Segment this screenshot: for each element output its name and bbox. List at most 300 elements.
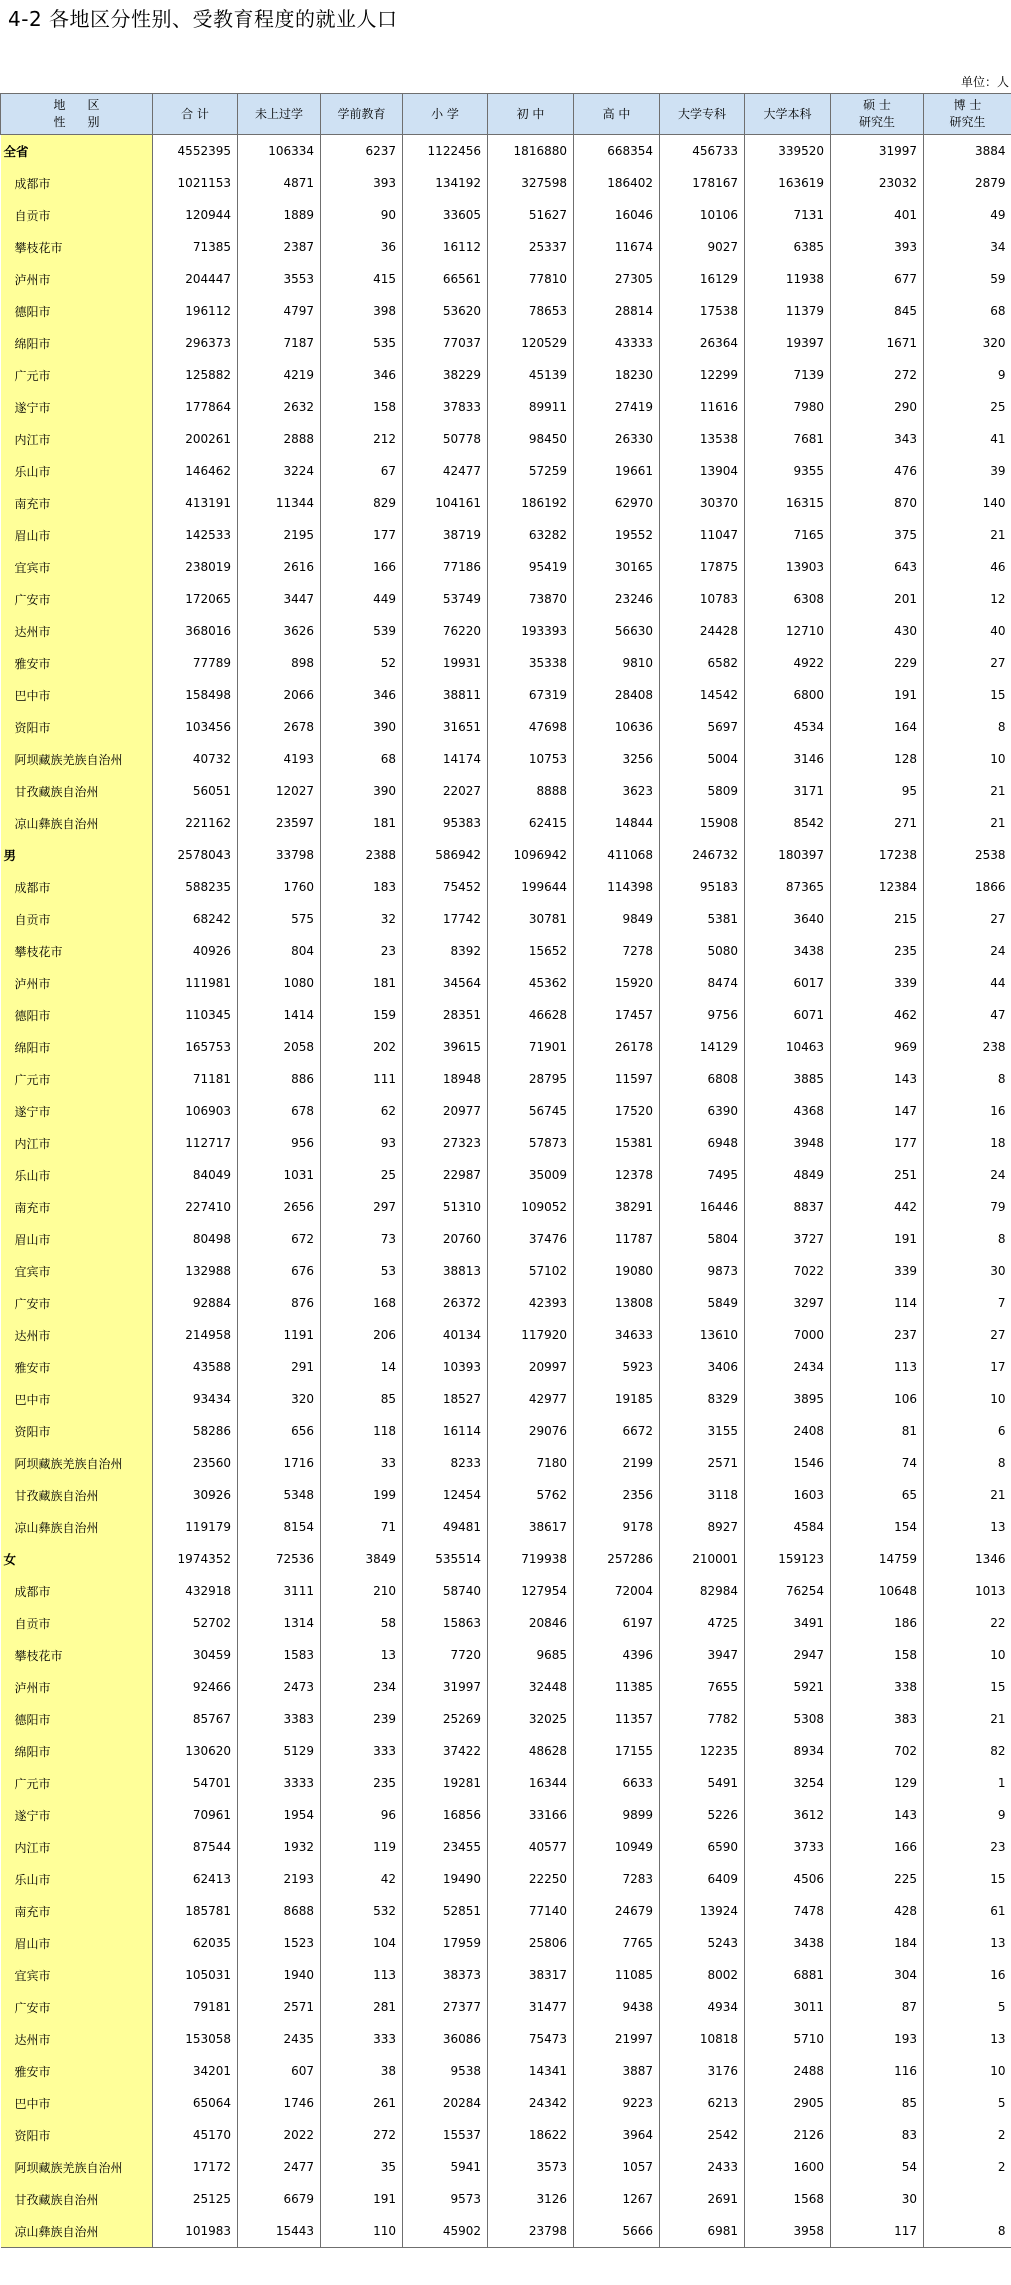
value-cell: 62413 — [153, 1863, 238, 1895]
value-cell: 4534 — [745, 711, 831, 743]
value-cell: 202 — [321, 1031, 403, 1063]
value-cell: 12 — [990, 592, 1006, 606]
value-cell: 72004 — [574, 1575, 660, 1607]
value-cell: 36086 — [403, 2023, 488, 2055]
value-cell: 8233 — [403, 1447, 488, 1479]
region-name-cell: 宜宾市 — [1, 1255, 153, 1287]
value-cell: 164 — [831, 711, 924, 743]
value-cell: 4849 — [745, 1159, 831, 1191]
table-row — [1, 1607, 1011, 1639]
value-cell: 68 — [990, 304, 1006, 318]
value-cell: 2 — [997, 2128, 1006, 2142]
table-row — [1, 999, 1011, 1031]
value-cell: 17959 — [403, 1927, 488, 1959]
value-cell: 85767 — [153, 1703, 238, 1735]
value-cell: 11938 — [745, 263, 831, 295]
table-row — [1, 263, 1011, 295]
region-name-cell: 甘孜藏族自治州 — [1, 2183, 153, 2215]
value-cell: 41 — [990, 432, 1006, 446]
value-cell: 5308 — [745, 1703, 831, 1735]
value-cell: 6308 — [745, 583, 831, 615]
value-cell: 3887 — [574, 2055, 660, 2087]
value-cell: 163619 — [745, 167, 831, 199]
value-cell: 1191 — [238, 1319, 321, 1351]
region-name-cell: 内江市 — [1, 423, 153, 455]
value-cell: 17172 — [153, 2151, 238, 2183]
header-region-line: 性别 — [53, 115, 122, 129]
value-cell: 1013 — [974, 1584, 1006, 1598]
value-cell: 110345 — [153, 999, 238, 1031]
value-cell: 9573 — [403, 2183, 488, 2215]
value-cell: 26330 — [574, 423, 660, 455]
region-name-cell: 雅安市 — [1, 647, 153, 679]
table-row — [1, 359, 1011, 391]
value-cell: 1940 — [238, 1959, 321, 1991]
region-name-cell: 乐山市 — [1, 455, 153, 487]
value-cell: 186 — [831, 1607, 924, 1639]
value-cell: 31477 — [488, 1991, 574, 2023]
value-cell: 17875 — [660, 551, 745, 583]
header-col-line: 大学本科 — [763, 106, 812, 121]
value-cell: 181 — [321, 807, 403, 839]
value-cell: 38291 — [574, 1191, 660, 1223]
value-cell: 3849 — [321, 1543, 403, 1575]
value-cell: 9899 — [574, 1799, 660, 1831]
value-cell: 18622 — [488, 2119, 574, 2151]
value-cell: 10 — [990, 752, 1006, 766]
region-name-cell: 德阳市 — [1, 999, 153, 1031]
value-cell: 40732 — [153, 743, 238, 775]
value-cell: 1600 — [745, 2151, 831, 2183]
value-cell: 127954 — [488, 1575, 574, 1607]
value-cell: 185781 — [153, 1895, 238, 1927]
value-cell: 5129 — [238, 1735, 321, 1767]
value-cell: 10106 — [660, 199, 745, 231]
section-row — [1, 839, 1011, 871]
table-row — [1, 1767, 1011, 1799]
value-cell: 6881 — [745, 1959, 831, 1991]
table-row — [1, 1831, 1011, 1863]
table-row — [1, 1799, 1011, 1831]
value-cell: 17 — [990, 1360, 1006, 1374]
value-cell: 62415 — [488, 807, 574, 839]
header-col — [153, 94, 238, 135]
value-cell: 5804 — [660, 1223, 745, 1255]
value-cell: 37476 — [488, 1223, 574, 1255]
value-cell: 31651 — [403, 711, 488, 743]
value-cell: 80498 — [153, 1223, 238, 1255]
value-cell: 95383 — [403, 807, 488, 839]
value-cell: 6633 — [574, 1767, 660, 1799]
value-cell: 143 — [831, 1063, 924, 1095]
value-cell: 6672 — [574, 1415, 660, 1447]
value-cell: 4368 — [745, 1095, 831, 1127]
table-row — [1, 2087, 1011, 2119]
table-row — [1, 1703, 1011, 1735]
region-name-cell: 成都市 — [1, 871, 153, 903]
value-cell: 2571 — [660, 1447, 745, 1479]
value-cell: 291 — [238, 1351, 321, 1383]
region-name-cell: 男 — [1, 839, 153, 871]
value-cell: 38229 — [403, 359, 488, 391]
table-row — [1, 679, 1011, 711]
value-cell: 11344 — [238, 487, 321, 519]
value-cell: 229 — [831, 647, 924, 679]
value-cell: 140 — [982, 496, 1006, 510]
region-name-cell: 眉山市 — [1, 519, 153, 551]
value-cell: 186402 — [574, 167, 660, 199]
value-cell: 11047 — [660, 519, 745, 551]
value-cell: 37422 — [403, 1735, 488, 1767]
header-col-line: 未上过学 — [254, 106, 303, 121]
value-cell: 304 — [831, 1959, 924, 1991]
value-cell: 339 — [831, 967, 924, 999]
value-cell: 10818 — [660, 2023, 745, 2055]
header-col-line: 大学专科 — [677, 106, 726, 121]
value-cell: 804 — [238, 935, 321, 967]
value-cell: 11787 — [574, 1223, 660, 1255]
value-cell: 89911 — [488, 391, 574, 423]
value-cell: 1080 — [238, 967, 321, 999]
value-cell: 90 — [321, 199, 403, 231]
value-cell: 104 — [321, 1927, 403, 1959]
value-cell: 5 — [997, 2096, 1006, 2110]
value-cell: 23560 — [153, 1447, 238, 1479]
value-cell: 10648 — [831, 1575, 924, 1607]
region-name-cell: 攀枝花市 — [1, 935, 153, 967]
value-cell: 104161 — [403, 487, 488, 519]
value-cell: 77810 — [488, 263, 574, 295]
value-cell: 71 — [321, 1511, 403, 1543]
table-row — [1, 615, 1011, 647]
value-cell: 103456 — [153, 711, 238, 743]
value-cell: 2058 — [238, 1031, 321, 1063]
value-cell: 238019 — [153, 551, 238, 583]
value-cell: 65 — [831, 1479, 924, 1511]
value-cell: 51310 — [403, 1191, 488, 1223]
value-cell: 10783 — [660, 583, 745, 615]
value-cell: 85 — [831, 2087, 924, 2119]
value-cell: 876 — [238, 1287, 321, 1319]
value-cell: 1816880 — [488, 135, 574, 168]
value-cell: 23597 — [238, 807, 321, 839]
region-name-cell: 内江市 — [1, 1127, 153, 1159]
value-cell: 8542 — [745, 807, 831, 839]
value-cell: 5348 — [238, 1479, 321, 1511]
value-cell: 23246 — [574, 583, 660, 615]
value-cell: 16446 — [660, 1191, 745, 1223]
value-cell: 677 — [831, 263, 924, 295]
value-cell: 368016 — [153, 615, 238, 647]
value-cell: 204447 — [153, 263, 238, 295]
value-cell: 143 — [831, 1799, 924, 1831]
region-name-cell: 资阳市 — [1, 711, 153, 743]
value-cell: 62035 — [153, 1927, 238, 1959]
value-cell: 87544 — [153, 1831, 238, 1863]
value-cell: 12378 — [574, 1159, 660, 1191]
value-cell: 43333 — [574, 327, 660, 359]
value-cell: 117 — [831, 2215, 924, 2248]
value-cell: 8934 — [745, 1735, 831, 1767]
value-cell: 2 — [997, 2160, 1006, 2174]
table-row — [1, 199, 1011, 231]
value-cell: 6590 — [660, 1831, 745, 1863]
value-cell: 181 — [321, 967, 403, 999]
value-cell: 3333 — [238, 1767, 321, 1799]
value-cell: 886 — [238, 1063, 321, 1095]
value-cell: 5 — [997, 2000, 1006, 2014]
value-cell: 58 — [321, 1607, 403, 1639]
value-cell: 225 — [831, 1863, 924, 1895]
region-name-cell: 德阳市 — [1, 295, 153, 327]
value-cell: 25337 — [488, 231, 574, 263]
value-cell: 656 — [238, 1415, 321, 1447]
value-cell: 19397 — [745, 327, 831, 359]
value-cell: 96 — [321, 1799, 403, 1831]
value-cell: 3947 — [660, 1639, 745, 1671]
value-cell: 411068 — [574, 839, 660, 871]
value-cell: 1568 — [745, 2183, 831, 2215]
value-cell: 77037 — [403, 327, 488, 359]
value-cell: 65064 — [153, 2087, 238, 2119]
value-cell: 71901 — [488, 1031, 574, 1063]
value-cell: 129 — [831, 1767, 924, 1799]
value-cell: 159123 — [745, 1543, 831, 1575]
value-cell: 8392 — [403, 935, 488, 967]
value-cell: 52851 — [403, 1895, 488, 1927]
value-cell: 24428 — [660, 615, 745, 647]
value-cell: 27377 — [403, 1991, 488, 2023]
value-cell: 8329 — [660, 1383, 745, 1415]
value-cell: 1057 — [574, 2151, 660, 2183]
value-cell: 15 — [990, 688, 1006, 702]
value-cell: 2434 — [745, 1351, 831, 1383]
value-cell: 27305 — [574, 263, 660, 295]
value-cell: 30165 — [574, 551, 660, 583]
value-cell: 28814 — [574, 295, 660, 327]
value-cell: 82984 — [660, 1575, 745, 1607]
value-cell: 62 — [321, 1095, 403, 1127]
value-cell: 9873 — [660, 1255, 745, 1287]
value-cell: 20997 — [488, 1351, 574, 1383]
value-cell: 53749 — [403, 583, 488, 615]
region-name-cell: 达州市 — [1, 615, 153, 647]
region-name-cell: 眉山市 — [1, 1223, 153, 1255]
region-name-cell: 巴中市 — [1, 1383, 153, 1415]
value-cell: 200261 — [153, 423, 238, 455]
value-cell: 92884 — [153, 1287, 238, 1319]
value-cell: 75473 — [488, 2023, 574, 2055]
value-cell: 20284 — [403, 2087, 488, 2119]
value-cell: 3626 — [238, 615, 321, 647]
value-cell: 14174 — [403, 743, 488, 775]
value-cell: 251 — [831, 1159, 924, 1191]
value-cell: 39615 — [403, 1031, 488, 1063]
value-cell: 27419 — [574, 391, 660, 423]
region-name-cell: 遂宁市 — [1, 1799, 153, 1831]
value-cell: 68242 — [153, 903, 238, 935]
value-cell: 15443 — [238, 2215, 321, 2248]
region-name-cell: 资阳市 — [1, 2119, 153, 2151]
table-row — [1, 775, 1011, 807]
value-cell: 532 — [321, 1895, 403, 1927]
header-col-line: 合 计 — [181, 106, 209, 121]
header-col-line: 研究生 — [949, 115, 986, 129]
value-cell: 33 — [321, 1447, 403, 1479]
region-name-cell: 达州市 — [1, 2023, 153, 2055]
region-name-cell: 自贡市 — [1, 903, 153, 935]
value-cell: 4584 — [745, 1511, 831, 1543]
value-cell: 8 — [997, 1456, 1006, 1470]
table-row — [1, 2023, 1011, 2055]
value-cell: 16856 — [403, 1799, 488, 1831]
value-cell: 235 — [831, 935, 924, 967]
table-row — [1, 1383, 1011, 1415]
value-cell: 70961 — [153, 1799, 238, 1831]
header-col — [745, 94, 831, 135]
region-name-cell: 眉山市 — [1, 1927, 153, 1959]
table-row — [1, 1991, 1011, 2023]
value-cell: 210 — [321, 1575, 403, 1607]
value-cell: 702 — [831, 1735, 924, 1767]
table-row — [1, 871, 1011, 903]
value-cell: 7782 — [660, 1703, 745, 1735]
value-cell: 4934 — [660, 1991, 745, 2023]
value-cell: 23 — [321, 935, 403, 967]
value-cell: 16344 — [488, 1767, 574, 1799]
region-name-cell: 全省 — [1, 135, 153, 168]
value-cell: 27 — [990, 656, 1006, 670]
value-cell: 6981 — [660, 2215, 745, 2248]
value-cell: 39 — [990, 464, 1006, 478]
value-cell: 49 — [990, 208, 1006, 222]
value-cell: 28795 — [488, 1063, 574, 1095]
value-cell: 9538 — [403, 2055, 488, 2087]
value-cell: 193 — [831, 2023, 924, 2055]
value-cell: 7681 — [745, 423, 831, 455]
value-cell: 3895 — [745, 1383, 831, 1415]
value-cell: 1671 — [831, 327, 924, 359]
value-cell: 7165 — [745, 519, 831, 551]
value-cell: 72536 — [238, 1543, 321, 1575]
header-col — [238, 94, 321, 135]
value-cell: 76220 — [403, 615, 488, 647]
header-col — [660, 94, 745, 135]
value-cell: 36 — [321, 231, 403, 263]
table-row — [1, 487, 1011, 519]
value-cell: 5923 — [574, 1351, 660, 1383]
value-cell: 5921 — [745, 1671, 831, 1703]
value-cell: 111 — [321, 1063, 403, 1095]
region-name-cell: 凉山彝族自治州 — [1, 1511, 153, 1543]
value-cell: 15908 — [660, 807, 745, 839]
value-cell: 272 — [831, 359, 924, 391]
table-header-row — [1, 94, 1011, 135]
value-cell: 3573 — [488, 2151, 574, 2183]
value-cell: 178167 — [660, 167, 745, 199]
value-cell: 281 — [321, 1991, 403, 2023]
value-cell: 38813 — [403, 1255, 488, 1287]
value-cell: 125882 — [153, 359, 238, 391]
region-name-cell: 成都市 — [1, 167, 153, 199]
value-cell: 11385 — [574, 1671, 660, 1703]
value-cell: 6071 — [745, 999, 831, 1031]
value-cell: 3406 — [660, 1351, 745, 1383]
value-cell: 7283 — [574, 1863, 660, 1895]
value-cell: 24679 — [574, 1895, 660, 1927]
region-name-cell: 绵阳市 — [1, 1735, 153, 1767]
value-cell: 3612 — [745, 1799, 831, 1831]
value-cell: 172065 — [153, 583, 238, 615]
value-cell: 105031 — [153, 1959, 238, 1991]
value-cell: 2879 — [974, 176, 1006, 190]
value-cell: 206 — [321, 1319, 403, 1351]
value-cell: 26178 — [574, 1031, 660, 1063]
table-row — [1, 1927, 1011, 1959]
value-cell: 184 — [831, 1927, 924, 1959]
value-cell: 3171 — [745, 775, 831, 807]
value-cell: 42977 — [488, 1383, 574, 1415]
value-cell: 13 — [321, 1639, 403, 1671]
value-cell: 24342 — [488, 2087, 574, 2119]
value-cell: 11085 — [574, 1959, 660, 1991]
value-cell: 3884 — [974, 144, 1006, 158]
value-cell: 63282 — [488, 519, 574, 551]
value-cell: 20760 — [403, 1223, 488, 1255]
value-cell: 4219 — [238, 359, 321, 391]
region-name-cell: 巴中市 — [1, 2087, 153, 2119]
region-name-cell: 凉山彝族自治州 — [1, 2215, 153, 2248]
value-cell: 58286 — [153, 1415, 238, 1447]
value-cell: 44 — [990, 976, 1006, 990]
header-col — [403, 94, 488, 135]
value-cell: 6948 — [660, 1127, 745, 1159]
value-cell: 1096942 — [488, 839, 574, 871]
value-cell: 234 — [321, 1671, 403, 1703]
value-cell: 35009 — [488, 1159, 574, 1191]
table-row — [1, 423, 1011, 455]
value-cell: 34201 — [153, 2055, 238, 2087]
header-col — [924, 94, 1011, 135]
value-cell: 114 — [831, 1287, 924, 1319]
value-cell: 1746 — [238, 2087, 321, 2119]
table-row — [1, 1191, 1011, 1223]
value-cell: 106334 — [238, 135, 321, 168]
value-cell: 13903 — [745, 551, 831, 583]
region-name-cell: 自贡市 — [1, 199, 153, 231]
value-cell: 432918 — [153, 1575, 238, 1607]
value-cell: 8154 — [238, 1511, 321, 1543]
value-cell: 3553 — [238, 263, 321, 295]
value-cell: 870 — [831, 487, 924, 519]
value-cell: 3176 — [660, 2055, 745, 2087]
value-cell: 119 — [321, 1831, 403, 1863]
value-cell: 158 — [831, 1639, 924, 1671]
value-cell: 14844 — [574, 807, 660, 839]
value-cell: 296373 — [153, 327, 238, 359]
value-cell: 4552395 — [153, 135, 238, 168]
value-cell: 535 — [321, 327, 403, 359]
value-cell: 22027 — [403, 775, 488, 807]
value-cell: 22250 — [488, 1863, 574, 1895]
value-cell: 3948 — [745, 1127, 831, 1159]
value-cell: 199644 — [488, 871, 574, 903]
value-cell: 16114 — [403, 1415, 488, 1447]
value-cell: 46 — [990, 560, 1006, 574]
value-cell: 13904 — [660, 455, 745, 487]
table-row — [1, 2215, 1011, 2248]
table-row — [1, 455, 1011, 487]
